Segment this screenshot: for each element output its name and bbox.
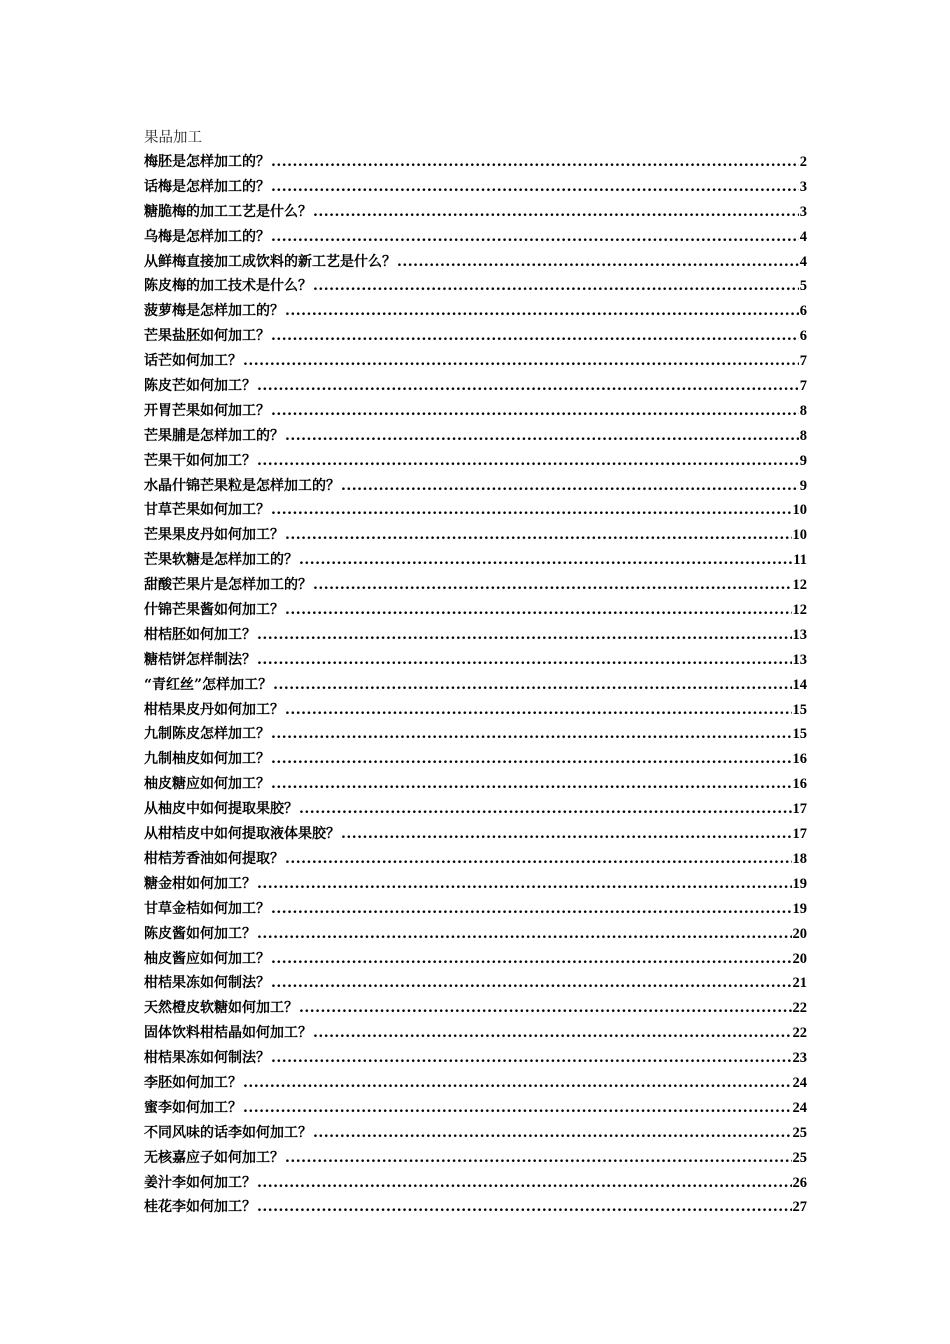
dot-leader bbox=[271, 1046, 792, 1071]
dot-leader bbox=[271, 225, 799, 250]
dot-leader bbox=[243, 349, 799, 374]
dot-leader bbox=[271, 498, 792, 523]
toc-entry-page-number: 3 bbox=[799, 203, 807, 220]
toc-entry-title: 陈皮酱如何加工？ bbox=[144, 925, 256, 942]
toc-entry[interactable] bbox=[144, 1021, 807, 1046]
dot-leader bbox=[271, 150, 799, 175]
toc-entry-page-number: 19 bbox=[792, 875, 807, 892]
toc-entry[interactable] bbox=[144, 250, 807, 275]
toc-entry[interactable] bbox=[144, 1146, 807, 1171]
toc-entry[interactable] bbox=[144, 872, 807, 897]
toc-entry[interactable] bbox=[144, 274, 807, 299]
toc-entry[interactable] bbox=[144, 299, 807, 324]
toc-entry-title: 芒果果皮丹如何加工？ bbox=[144, 527, 284, 544]
toc-entry-title: 糖金柑如何加工？ bbox=[144, 875, 256, 892]
toc-entry[interactable] bbox=[144, 1171, 807, 1196]
toc-entry-page-number: 24 bbox=[792, 1074, 807, 1091]
toc-entry-title: 柚皮糖应如何加工？ bbox=[144, 776, 270, 793]
dot-leader bbox=[271, 722, 792, 747]
toc-entry[interactable] bbox=[144, 648, 807, 673]
toc-entry-title: 蜜李如何加工？ bbox=[144, 1099, 242, 1116]
dot-leader bbox=[299, 996, 792, 1021]
dot-leader bbox=[285, 847, 792, 872]
toc-entry-title: 不同风味的话李如何加工？ bbox=[144, 1124, 312, 1141]
toc-entry[interactable] bbox=[144, 897, 807, 922]
dot-leader bbox=[257, 922, 792, 947]
toc-entry-page-number: 21 bbox=[792, 975, 807, 992]
dot-leader bbox=[257, 648, 792, 673]
dot-leader bbox=[397, 250, 799, 275]
toc-entry[interactable] bbox=[144, 1195, 807, 1220]
dot-leader bbox=[313, 1121, 792, 1146]
toc-entry-page-number: 25 bbox=[792, 1124, 807, 1141]
toc-entry-page-number: 7 bbox=[799, 353, 807, 370]
dot-leader bbox=[257, 374, 799, 399]
toc-entry-page-number: 4 bbox=[799, 228, 807, 245]
dot-leader bbox=[243, 1071, 792, 1096]
toc-entry[interactable] bbox=[144, 548, 807, 573]
toc-entry[interactable] bbox=[144, 1071, 807, 1096]
toc-entry-page-number: 16 bbox=[792, 776, 807, 793]
toc-entry[interactable] bbox=[144, 1046, 807, 1071]
toc-entry-title: 无核嘉应子如何加工？ bbox=[144, 1149, 284, 1166]
dot-leader bbox=[285, 523, 792, 548]
toc-entry-page-number: 16 bbox=[792, 751, 807, 768]
toc-entry-page-number: 12 bbox=[792, 577, 807, 594]
toc-entry-title: 桂花李如何加工？ bbox=[144, 1199, 256, 1216]
dot-leader bbox=[299, 797, 792, 822]
toc-entry-page-number: 23 bbox=[792, 1050, 807, 1067]
toc-entry-title: 从柚皮中如何提取果胶？ bbox=[144, 801, 298, 818]
dot-leader bbox=[271, 747, 792, 772]
toc-entry-title: 乌梅是怎样加工的？ bbox=[144, 228, 270, 245]
toc-entry-title: 九制陈皮怎样加工？ bbox=[144, 726, 270, 743]
toc-entry-page-number: 7 bbox=[799, 378, 807, 395]
toc-entry-page-number: 3 bbox=[799, 178, 807, 195]
toc-entry-title: 甘草金桔如何加工？ bbox=[144, 900, 270, 917]
dot-leader bbox=[313, 573, 792, 598]
toc-entry-title: 九制柚皮如何加工？ bbox=[144, 751, 270, 768]
toc-entry-title: “青红丝”怎样加工？ bbox=[144, 676, 273, 693]
dot-leader bbox=[271, 175, 799, 200]
dot-leader bbox=[257, 1171, 792, 1196]
toc-entry[interactable] bbox=[144, 374, 807, 399]
toc-entry-title: 柚皮酱应如何加工？ bbox=[144, 950, 270, 967]
dot-leader bbox=[313, 274, 799, 299]
toc-entry-title: 话芒如何加工？ bbox=[144, 353, 242, 370]
toc-entry[interactable] bbox=[144, 772, 807, 797]
toc-entry[interactable] bbox=[144, 449, 807, 474]
toc-entry-title: 芒果干如何加工？ bbox=[144, 452, 256, 469]
toc-entry-title: 固体饮料柑桔晶如何加工？ bbox=[144, 1025, 312, 1042]
toc-entry-title: 从柑桔皮中如何提取液体果胶？ bbox=[144, 826, 340, 843]
toc-entry-page-number: 18 bbox=[792, 850, 807, 867]
toc-entry-title: 芒果盐胚如何加工？ bbox=[144, 328, 270, 345]
toc-entry-page-number: 4 bbox=[799, 253, 807, 270]
dot-leader bbox=[313, 1021, 792, 1046]
toc-entry-title: 李胚如何加工？ bbox=[144, 1074, 242, 1091]
toc-entry-title: 柑桔果冻如何制法？ bbox=[144, 1050, 270, 1067]
toc-entry[interactable] bbox=[144, 150, 807, 175]
toc-entry[interactable] bbox=[144, 200, 807, 225]
toc-entry[interactable] bbox=[144, 673, 807, 698]
dot-leader bbox=[285, 424, 799, 449]
toc-entry[interactable] bbox=[144, 698, 807, 723]
toc-entry-title: 话梅是怎样加工的？ bbox=[144, 178, 270, 195]
toc-entry-title: 陈皮梅的加工技术是什么？ bbox=[144, 278, 312, 295]
toc-entry-page-number: 26 bbox=[792, 1174, 807, 1191]
toc-list bbox=[144, 150, 807, 1220]
dot-leader bbox=[271, 971, 792, 996]
toc-entry-title: 柑桔芳香油如何提取？ bbox=[144, 850, 284, 867]
toc-entry[interactable] bbox=[144, 822, 807, 847]
dot-leader bbox=[341, 474, 799, 499]
toc-entry[interactable] bbox=[144, 971, 807, 996]
dot-leader bbox=[273, 673, 791, 698]
toc-entry[interactable] bbox=[144, 722, 807, 747]
toc-entry-page-number: 13 bbox=[792, 651, 807, 668]
toc-entry[interactable] bbox=[144, 474, 807, 499]
toc-entry[interactable] bbox=[144, 523, 807, 548]
toc-entry-page-number: 6 bbox=[799, 303, 807, 320]
toc-entry-page-number: 12 bbox=[792, 602, 807, 619]
toc-entry[interactable] bbox=[144, 498, 807, 523]
toc-entry-page-number: 9 bbox=[799, 452, 807, 469]
dot-leader bbox=[285, 1146, 792, 1171]
toc-entry-title: 甜酸芒果片是怎样加工的？ bbox=[144, 577, 312, 594]
toc-entry-title: 开胃芒果如何加工？ bbox=[144, 402, 270, 419]
toc-entry[interactable] bbox=[144, 598, 807, 623]
toc-entry[interactable] bbox=[144, 947, 807, 972]
toc-entry-title: 柑桔胚如何加工？ bbox=[144, 626, 256, 643]
toc-entry[interactable] bbox=[144, 573, 807, 598]
toc-entry[interactable] bbox=[144, 996, 807, 1021]
toc-entry[interactable] bbox=[144, 922, 807, 947]
toc-entry[interactable] bbox=[144, 175, 807, 200]
toc-entry-page-number: 8 bbox=[799, 402, 807, 419]
toc-entry-page-number: 25 bbox=[792, 1149, 807, 1166]
toc-entry-page-number: 22 bbox=[792, 1025, 807, 1042]
toc-entry-title: 梅胚是怎样加工的？ bbox=[144, 154, 270, 170]
toc-entry-page-number: 27 bbox=[792, 1199, 807, 1216]
toc-entry-title: 姜汁李如何加工？ bbox=[144, 1174, 256, 1191]
dot-leader bbox=[341, 822, 792, 847]
toc-entry-page-number: 20 bbox=[792, 950, 807, 967]
toc-entry-page-number: 17 bbox=[792, 801, 807, 818]
dot-leader bbox=[299, 548, 792, 573]
toc-entry-title: 甘草芒果如何加工？ bbox=[144, 502, 270, 519]
dot-leader bbox=[257, 872, 792, 897]
toc-entry-page-number: 14 bbox=[792, 676, 807, 693]
toc-entry-title: 糖脆梅的加工工艺是什么？ bbox=[144, 203, 312, 220]
toc-entry-page-number: 20 bbox=[792, 925, 807, 942]
dot-leader bbox=[285, 299, 799, 324]
toc-entry-title: 天然橙皮软糖如何加工？ bbox=[144, 1000, 298, 1017]
toc-entry-page-number: 6 bbox=[799, 328, 807, 345]
toc-entry-title: 什锦芒果酱如何加工？ bbox=[144, 602, 284, 619]
toc-entry[interactable] bbox=[144, 623, 807, 648]
toc-entry[interactable] bbox=[144, 847, 807, 872]
toc-entry-page-number: 13 bbox=[792, 626, 807, 643]
dot-leader bbox=[271, 772, 792, 797]
dot-leader bbox=[271, 324, 799, 349]
toc-entry[interactable] bbox=[144, 424, 807, 449]
dot-leader bbox=[243, 1096, 792, 1121]
toc-entry-title: 芒果脯是怎样加工的？ bbox=[144, 427, 284, 444]
dot-leader bbox=[271, 897, 792, 922]
toc-entry-title: 菠萝梅是怎样加工的？ bbox=[144, 303, 284, 320]
dot-leader bbox=[285, 698, 792, 723]
dot-leader bbox=[271, 399, 799, 424]
toc-entry[interactable] bbox=[144, 324, 807, 349]
toc-entry[interactable] bbox=[144, 797, 807, 822]
toc-entry-title: 糖桔饼怎样制法？ bbox=[144, 651, 256, 668]
toc-entry[interactable] bbox=[144, 399, 807, 424]
dot-leader bbox=[313, 200, 799, 225]
toc-entry-page-number: 22 bbox=[792, 1000, 807, 1017]
toc-entry[interactable] bbox=[144, 1096, 807, 1121]
toc-entry[interactable] bbox=[144, 1121, 807, 1146]
toc-entry-title: 水晶什锦芒果粒是怎样加工的？ bbox=[144, 477, 340, 494]
toc-entry-page-number: 15 bbox=[792, 726, 807, 743]
toc-entry-title: 陈皮芒如何加工？ bbox=[144, 378, 256, 395]
toc-entry-title: 柑桔果皮丹如何加工？ bbox=[144, 701, 284, 718]
toc-entry[interactable] bbox=[144, 225, 807, 250]
toc-entry-page-number: 2 bbox=[799, 154, 807, 170]
toc-entry-page-number: 17 bbox=[792, 826, 807, 843]
dot-leader bbox=[257, 449, 799, 474]
toc-entry-title: 从鲜梅直接加工成饮料的新工艺是什么？ bbox=[144, 253, 396, 270]
toc-entry-page-number: 5 bbox=[799, 278, 807, 295]
toc-entry-page-number: 24 bbox=[792, 1099, 807, 1116]
toc-entry-page-number: 9 bbox=[799, 477, 807, 494]
table-of-contents bbox=[144, 126, 807, 1220]
toc-entry[interactable] bbox=[144, 747, 807, 772]
dot-leader bbox=[257, 623, 792, 648]
dot-leader bbox=[257, 1195, 792, 1220]
toc-entry-page-number: 15 bbox=[792, 701, 807, 718]
toc-entry-title: 柑桔果冻如何制法？ bbox=[144, 975, 270, 992]
toc-entry-page-number: 10 bbox=[792, 527, 807, 544]
toc-heading: 果品加工 bbox=[144, 130, 202, 146]
toc-entry-page-number: 8 bbox=[799, 427, 807, 444]
toc-entry-page-number: 10 bbox=[792, 502, 807, 519]
toc-entry-page-number: 11 bbox=[793, 552, 807, 569]
toc-entry-page-number: 19 bbox=[792, 900, 807, 917]
dot-leader bbox=[285, 598, 792, 623]
toc-entry-title: 芒果软糖是怎样加工的？ bbox=[144, 552, 298, 569]
dot-leader bbox=[271, 947, 792, 972]
toc-entry[interactable] bbox=[144, 349, 807, 374]
